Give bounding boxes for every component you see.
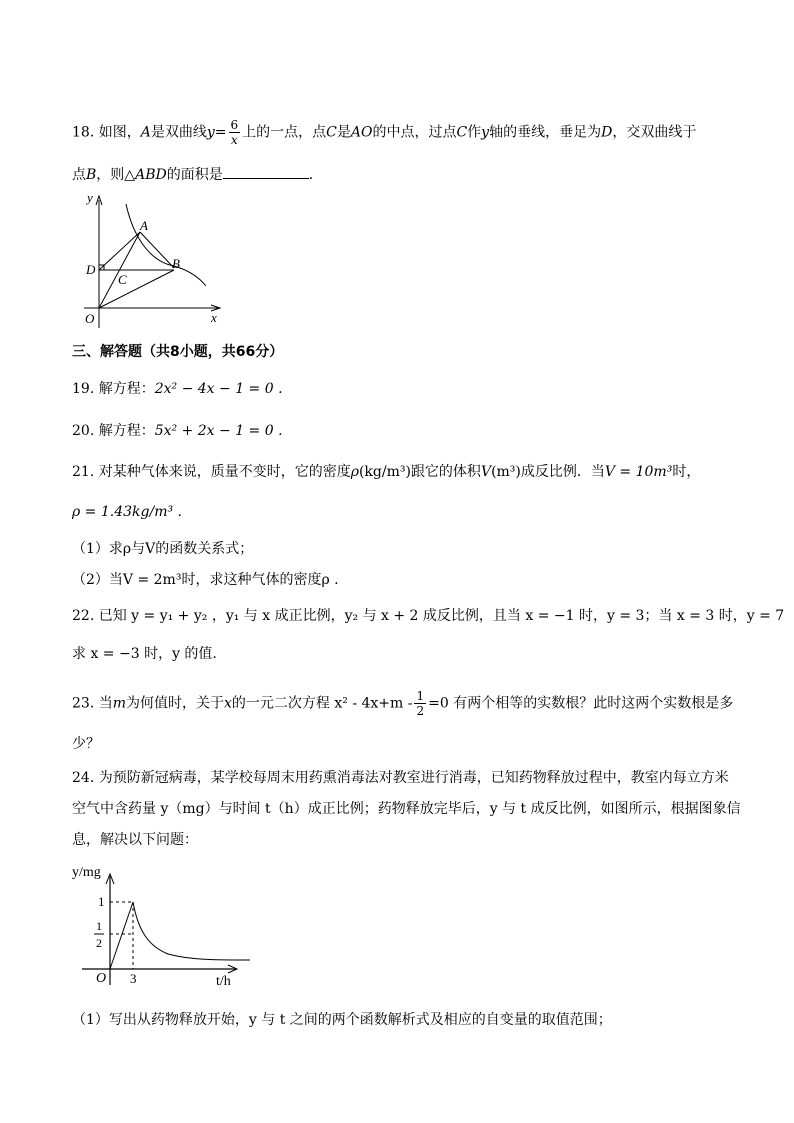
segment-AB [140,232,174,268]
q21-line1: 21. 对某种气体来说，质量不变时，它的密度ρ(kg/m³)跟它的体积V(m³)成反比例．当V = 10m³时， [72,464,701,480]
ytick-1: 1 [98,894,105,909]
segment-DA [99,232,140,270]
q24-graph [70,860,260,992]
label-y: y [87,190,93,205]
q18-figure [78,190,228,330]
proportional-segment [110,902,133,969]
q23-line2: 少？ [72,736,100,752]
label-B: B [172,256,180,271]
q24-line2: 空气中含药量 y（mg）与时间 t（h）成正比例；药物释放完毕后，y 与 t 成反比例，如图所示，根据图象信 [72,801,741,817]
q23-fraction: $\frac{1}{2}$ [416,689,425,718]
q21-sub1: （1）求ρ与V的函数关系式； [72,541,254,557]
q18-line2: 点B，则△ABD的面积是 ． [72,164,323,185]
label-O: O [85,311,95,326]
q22-line2: 求 x = −3 时，y 的值. [72,646,217,662]
q20: 20. 解方程：5x² + 2x − 1 = 0 . [72,423,283,439]
segment-OB [99,270,174,308]
t-axis-label: t/h [216,974,231,989]
section-heading: 三、解答题（共8小题，共66分） [72,344,284,360]
inverse-curve [133,902,250,960]
ytick-half-num: 1 [96,919,102,933]
label-C: C [118,272,127,287]
answer-blank [223,164,309,179]
q23-line1: 23. 当m为何值时，关于x的一元二次方程 x² - 4x+m - $\frac{1}{2}$ =0 有两个相等的实数根？此时这两个实数根是多 [72,689,734,718]
q18-fraction: $\frac{6}{x}$ [230,118,239,147]
origin-label: O [96,971,107,986]
label-A: A [140,218,148,233]
label-x: x [211,310,217,325]
q24-line3: 息，解决以下问题： [72,832,198,848]
q18-line1: 18. 如图，A是双曲线y= $\frac{6}{x}$ 上的一点，点C是AO的中点，过点C作y轴的垂线，垂足为D，交双曲线于 [72,118,697,147]
q24-line1: 24. 为预防新冠病毒，某学校每周末用药熏消毒法对教室进行消毒，已知药物释放过程中，教室内每立方米 [72,770,729,786]
q21-sub2: （2）当V = 2m³时，求这种气体的密度ρ . [72,572,339,588]
xtick-3: 3 [130,971,137,986]
label-D: D [86,262,96,277]
q21-line2: ρ = 1.43kg/m³ . [72,504,182,520]
ytick-half-den: 2 [96,936,102,950]
q22-line1: 22. 已知 y = y₁ + y₂ ，y₁ 与 x 成正比例，y₂ 与 x + 2 成反比例，且当 x = −1 时，y = 3；当 x = 3 时，y = 7 [72,608,785,624]
q24-sub1: （1）写出从药物释放开始，y 与 t 之间的两个函数解析式及相应的自变量的取值范围； [72,1012,612,1028]
q19: 19. 解方程：2x² − 4x − 1 = 0 . [72,381,283,397]
y-axis-label: y/mg [72,865,101,880]
